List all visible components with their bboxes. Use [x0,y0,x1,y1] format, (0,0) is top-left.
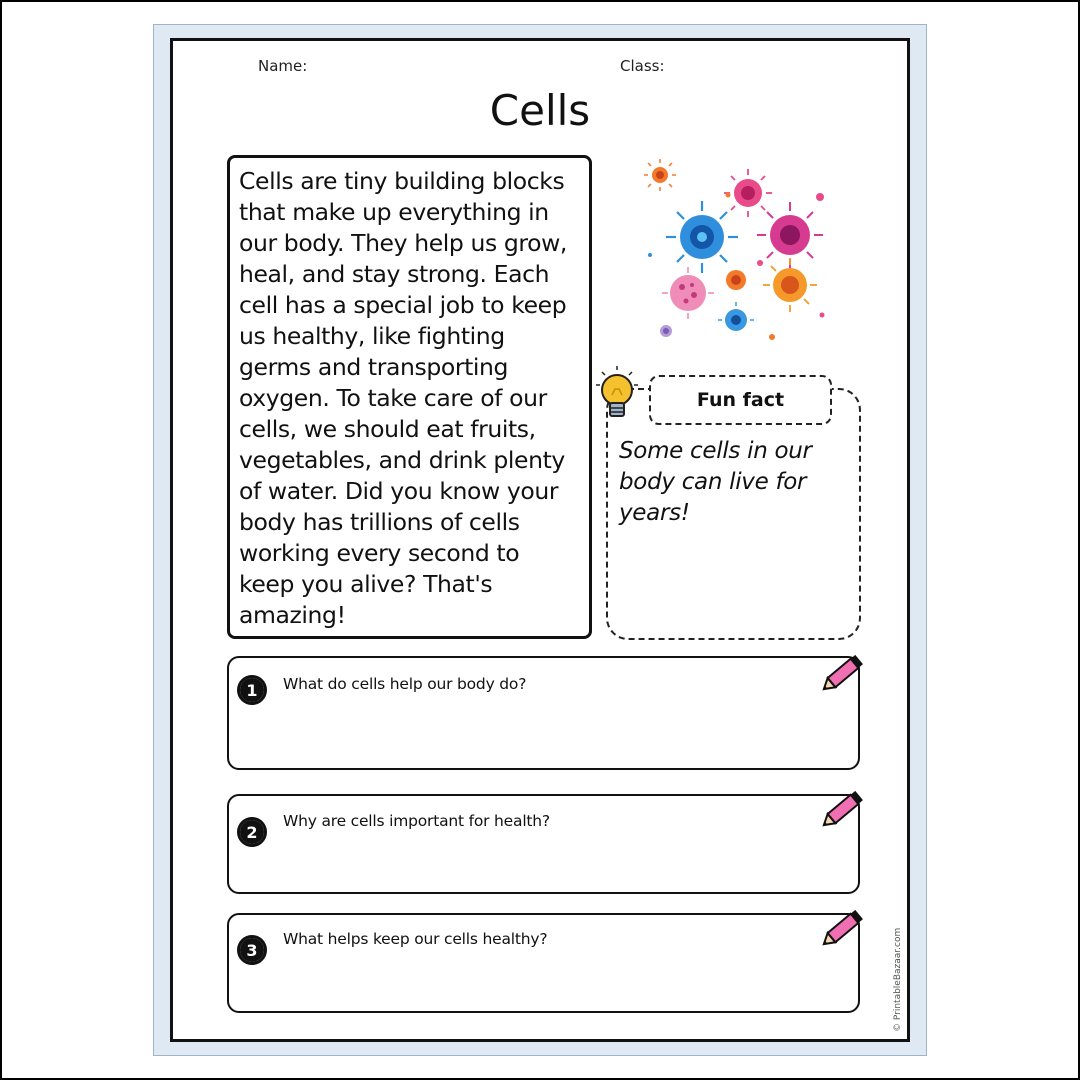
question-text-2: Why are cells important for health? [283,812,550,830]
reading-passage-text: Cells are tiny building blocks that make up everything in our body. They help us grow, heal, and stay strong. Each cell has a special job to keep us healthy, like fighting germs and transporting oxygen. To take care of our cells, we should eat fruits, vegetables, and drink plenty of water. Did you know your body has trillions of cells working every second to keep you alive? That's amazing! [239,167,568,629]
question-number-1-label: 1 [240,678,264,702]
question-number-2-label: 2 [240,820,264,844]
name-label: Name: [258,57,308,75]
pencil-icon [818,786,868,832]
germ-lilac-tiny [660,325,672,337]
germ-blue-small [718,302,754,331]
germ-cells-illustration [640,155,840,345]
question-number-1 [237,675,267,705]
germ-pink-top [724,169,772,217]
class-label: Class: [620,57,665,75]
question-text-3: What helps keep our cells healthy? [283,930,548,948]
germ-pink-spotted [662,267,714,319]
question-number-3 [237,935,267,965]
germ-orange-medium [726,270,746,290]
question-text-1: What do cells help our body do? [283,675,527,693]
worksheet-title: Cells [489,86,591,135]
answer-box-3[interactable] [227,913,860,1013]
reading-passage-box [227,155,592,639]
question-number-3-label: 3 [240,938,264,962]
pencil-icon [818,650,868,696]
answer-box-2[interactable] [227,794,860,894]
answer-box-1[interactable] [227,656,860,770]
fun-fact-heading: Fun fact [649,375,832,425]
lightbulb-icon [594,365,640,423]
question-number-2 [237,817,267,847]
pencil-icon [818,905,868,951]
fun-fact-text: Some cells in our body can live for years! [619,438,812,526]
copyright-watermark: © PrintableBazaar.com [893,927,903,1032]
germ-blue-large [666,201,738,273]
germ-orange-small [644,159,676,191]
